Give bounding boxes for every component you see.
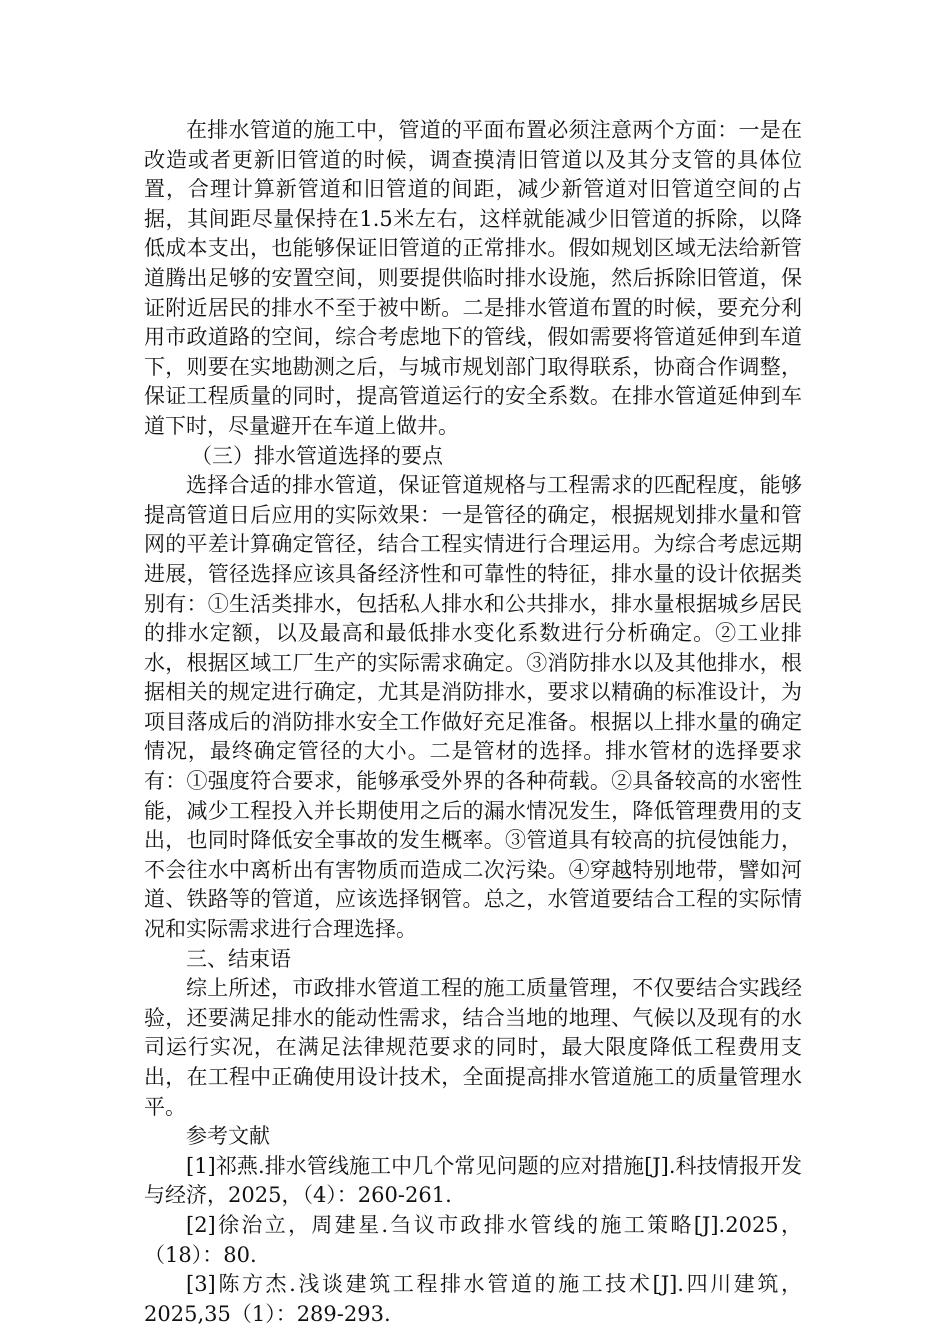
references-heading: 参考文献 bbox=[186, 1124, 270, 1149]
section-heading-pipe-selection: （三）排水管道选择的要点 bbox=[191, 443, 443, 468]
section-heading-conclusion: 三、结束语 bbox=[186, 946, 291, 971]
reference-item-3: [3]陈方杰.浅谈建筑工程排水管道的施工技术[J].四川建筑，2025,35（1）：289-293. bbox=[144, 1272, 802, 1326]
paragraph-pipe-selection: 选择合适的排水管道，保证管道规格与工程需求的匹配程度，能够提高管道日后应用的实际效果：一是管径的确定，根据规划排水量和管网的平差计算确定管径，结合工程实情进行合理运用。为综合考虑远期进展，管径选择应该具备经济性和可靠性的特征，排水量的设计依据类别有：①生活类排水，包括私人排水和公共排水，排水量根据城乡居民的排水定额，以及最高和最低排水变化系数进行分析确定。②工业排水，根据区域工厂生产的实际需求确定。③消防排水以及其他排水，根据相关的规定进行确定，尤其是消防排水，要求以精确的标准设计，为项目落成后的消防排水安全工作做好充足准备。根据以上排水量的确定情况，最终确定管径的大小。二是管材的选择。排水管材的选择要求有：①强度符合要求，能够承受外界的各种荷载。②具备较高的水密性能，减少工程投入并长期使用之后的漏水情况发生，降低管理费用的支出，也同时降低安全事故的发生概率。③管道具有较高的抗侵蚀能力，不会往水中离析出有害物质而造成二次污染。④穿越特别地带，譬如河道、铁路等的管道，应该选择钢管。总之，水管道要结合工程的实际情况和实际需求进行合理选择。 bbox=[144, 473, 802, 942]
paragraph-pipe-layout: 在排水管道的施工中，管道的平面布置必须注意两个方面：一是在改造或者更新旧管道的时候，调查摸清旧管道以及其分支管的具体位置，合理计算新管道和旧管道的间距，减少新管道对旧管道空间的占据，其间距尽量保持在1.5米左右，这样就能减少旧管道的拆除，以降低成本支出，也能够保证旧管道的正常排水。假如规划区域无法给新管道腾出足够的安置空间，则要提供临时排水设施，然后拆除旧管道，保证附近居民的排水不至于被中断。二是排水管道布置的时候，要充分利用市政道路的空间，综合考虑地下的管线，假如需要将管道延伸到车道下，则要在实地勘测之后，与城市规划部门取得联系，协商合作调整，保证工程质量的同时，提高管道运行的安全系数。在排水管道延伸到车道下时，尽量避开在车道上做井。 bbox=[144, 118, 802, 438]
document-page bbox=[144, 116, 802, 1329]
reference-item-1: [1]祁燕.排水管线施工中几个常见问题的应对措施[J].科技情报开发与经济，2025，（4）：260-261. bbox=[144, 1153, 802, 1208]
reference-item-2: [2]徐治立，周建星.刍议市政排水管线的施工策略[J].2025，（18）：80. bbox=[144, 1212, 802, 1267]
paragraph-conclusion: 综上所述，市政排水管道工程的施工质量管理，不仅要结合实践经验，还要满足排水的能动性需求，结合当地的地理、气候以及现有的水司运行实况，在满足法律规范要求的同时，最大限度降低工程费用支出，在工程中正确使用设计技术，全面提高排水管道施工的质量管理水平。 bbox=[144, 976, 802, 1119]
